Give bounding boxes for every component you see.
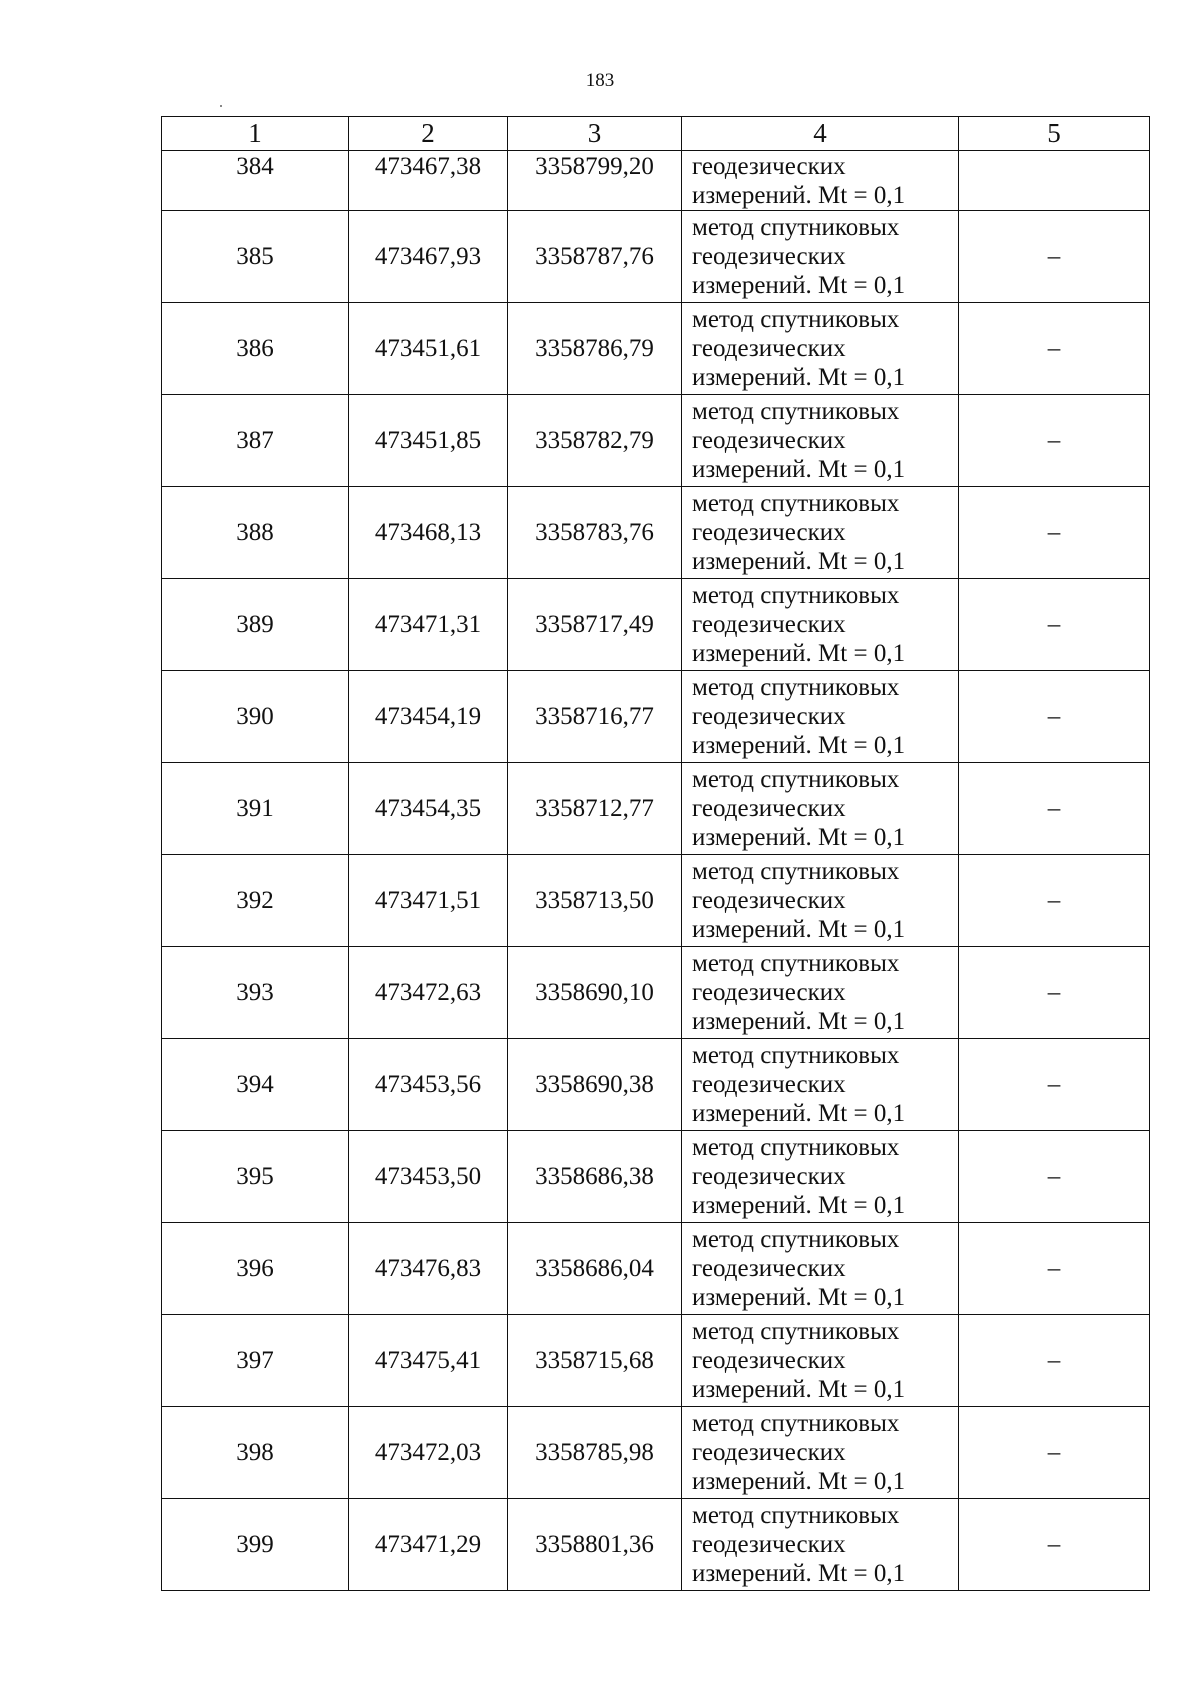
note-cell: –: [959, 1223, 1150, 1315]
table-row: [162, 1131, 1150, 1223]
coordinates-table: [161, 116, 1150, 1591]
method-line: метод спутниковых: [692, 1318, 900, 1345]
method-cell: [682, 855, 959, 947]
x-coordinate-cell: 473471,31: [349, 579, 508, 671]
method-cell: [682, 1315, 959, 1407]
method-line: геодезических: [692, 335, 846, 362]
y-coordinate-cell: 3358690,38: [508, 1039, 682, 1131]
table-row: [162, 1315, 1150, 1407]
note-cell: –: [959, 487, 1150, 579]
method-cell: [682, 1407, 959, 1499]
method-line: метод спутниковых: [692, 490, 900, 517]
header-col-4: 4: [682, 117, 959, 151]
y-coordinate-cell: 3358787,76: [508, 211, 682, 303]
note-cell: –: [959, 579, 1150, 671]
method-cell: [682, 671, 959, 763]
note-cell: –: [959, 211, 1150, 303]
y-coordinate-cell: 3358686,38: [508, 1131, 682, 1223]
method-cell: [682, 1499, 959, 1591]
method-line: измерений. Mt = 0,1: [692, 1468, 906, 1495]
header-col-1: 1: [162, 117, 349, 151]
point-number-cell: 385: [162, 211, 349, 303]
table-body: [162, 151, 1150, 1591]
method-line: измерений. Mt = 0,1: [692, 824, 906, 851]
method-line: измерений. Mt = 0,1: [692, 272, 906, 299]
method-line: геодезических: [692, 795, 846, 822]
header-col-5: 5: [959, 117, 1150, 151]
note-cell: –: [959, 1407, 1150, 1499]
x-coordinate-cell: 473472,03: [349, 1407, 508, 1499]
method-line: метод спутниковых: [692, 1134, 900, 1161]
x-coordinate-cell: 473467,93: [349, 211, 508, 303]
x-coordinate-cell: 473471,29: [349, 1499, 508, 1591]
y-coordinate-cell: 3358712,77: [508, 763, 682, 855]
x-coordinate-cell: 473453,50: [349, 1131, 508, 1223]
table-row: [162, 1039, 1150, 1131]
method-line: измерений. Mt = 0,1: [692, 1100, 906, 1127]
method-line: измерений. Mt = 0,1: [692, 1376, 906, 1403]
method-line: геодезических: [692, 979, 846, 1006]
method-line: метод спутниковых: [692, 214, 900, 241]
point-number-cell: 387: [162, 395, 349, 487]
page-number: 183: [585, 70, 615, 91]
method-cell: [682, 395, 959, 487]
method-line: измерений. Mt = 0,1: [692, 1284, 906, 1311]
x-coordinate-cell: 473467,38: [349, 151, 508, 211]
method-line: геодезических: [692, 243, 846, 270]
y-coordinate-cell: 3358782,79: [508, 395, 682, 487]
method-line: измерений. Mt = 0,1: [692, 916, 906, 943]
table-row: [162, 855, 1150, 947]
point-number-cell: 390: [162, 671, 349, 763]
note-cell: –: [959, 671, 1150, 763]
method-line: измерений. Mt = 0,1: [692, 1560, 906, 1587]
method-line: измерений. Mt = 0,1: [692, 1008, 906, 1035]
point-number-cell: 391: [162, 763, 349, 855]
x-coordinate-cell: 473475,41: [349, 1315, 508, 1407]
y-coordinate-cell: 3358686,04: [508, 1223, 682, 1315]
table-row: [162, 151, 1150, 211]
method-cell: [682, 487, 959, 579]
method-line: измерений. Mt = 0,1: [692, 1192, 906, 1219]
method-line: измерений. Mt = 0,1: [692, 640, 906, 667]
point-number-cell: 395: [162, 1131, 349, 1223]
method-line: геодезических: [692, 611, 846, 638]
method-line: измерений. Mt = 0,1: [692, 456, 906, 483]
note-cell: –: [959, 303, 1150, 395]
point-number-cell: 388: [162, 487, 349, 579]
table-row: [162, 947, 1150, 1039]
method-line: метод спутниковых: [692, 858, 900, 885]
x-coordinate-cell: 473468,13: [349, 487, 508, 579]
table-row: [162, 211, 1150, 303]
x-coordinate-cell: 473454,19: [349, 671, 508, 763]
y-coordinate-cell: 3358717,49: [508, 579, 682, 671]
table-header-row: [162, 117, 1150, 151]
y-coordinate-cell: 3358786,79: [508, 303, 682, 395]
note-cell: –: [959, 1499, 1150, 1591]
table-row: [162, 1499, 1150, 1591]
table-row: [162, 1407, 1150, 1499]
note-cell: –: [959, 1315, 1150, 1407]
table-row: [162, 395, 1150, 487]
note-cell: –: [959, 1039, 1150, 1131]
method-cell: [682, 1039, 959, 1131]
table-row: [162, 763, 1150, 855]
point-number-cell: 392: [162, 855, 349, 947]
point-number-cell: 394: [162, 1039, 349, 1131]
note-cell: –: [959, 763, 1150, 855]
method-line: геодезических: [692, 1347, 846, 1374]
table-row: [162, 671, 1150, 763]
x-coordinate-cell: 473454,35: [349, 763, 508, 855]
method-cell: [682, 763, 959, 855]
method-line: измерений. Mt = 0,1: [692, 732, 906, 759]
point-number-cell: 389: [162, 579, 349, 671]
table-row: [162, 303, 1150, 395]
method-cell: [682, 1223, 959, 1315]
x-coordinate-cell: 473451,85: [349, 395, 508, 487]
point-number-cell: 386: [162, 303, 349, 395]
method-line: геодезических: [692, 1439, 846, 1466]
x-coordinate-cell: 473453,56: [349, 1039, 508, 1131]
method-line: геодезических: [692, 519, 846, 546]
method-line: измерений. Mt = 0,1: [692, 364, 906, 391]
note-cell: –: [959, 395, 1150, 487]
y-coordinate-cell: 3358785,98: [508, 1407, 682, 1499]
x-coordinate-cell: 473472,63: [349, 947, 508, 1039]
y-coordinate-cell: 3358799,20: [508, 151, 682, 211]
y-coordinate-cell: 3358690,10: [508, 947, 682, 1039]
method-line: геодезических: [692, 703, 846, 730]
note-cell: [959, 151, 1150, 211]
note-cell: –: [959, 947, 1150, 1039]
method-line: метод спутниковых: [692, 766, 900, 793]
method-line: метод спутниковых: [692, 582, 900, 609]
method-line: измерений. Mt = 0,1: [692, 181, 906, 209]
method-line: измерений. Mt = 0,1: [692, 548, 906, 575]
scan-speck: [220, 105, 222, 107]
note-cell: –: [959, 855, 1150, 947]
y-coordinate-cell: 3358713,50: [508, 855, 682, 947]
header-col-3: 3: [508, 117, 682, 151]
method-line: геодезических: [692, 1531, 846, 1558]
y-coordinate-cell: 3358801,36: [508, 1499, 682, 1591]
method-line: геодезических: [692, 1071, 846, 1098]
point-number-cell: 398: [162, 1407, 349, 1499]
method-line: метод спутниковых: [692, 306, 900, 333]
method-line: геодезических: [692, 1255, 846, 1282]
point-number-cell: 384: [162, 151, 349, 211]
table-row: [162, 487, 1150, 579]
x-coordinate-cell: 473451,61: [349, 303, 508, 395]
method-line: метод спутниковых: [692, 950, 900, 977]
y-coordinate-cell: 3358716,77: [508, 671, 682, 763]
method-line: геодезических: [692, 427, 846, 454]
header-col-2: 2: [349, 117, 508, 151]
table-row: [162, 579, 1150, 671]
method-line: метод спутниковых: [692, 1226, 900, 1253]
table-row: [162, 1223, 1150, 1315]
method-cell: [682, 211, 959, 303]
y-coordinate-cell: 3358783,76: [508, 487, 682, 579]
point-number-cell: 393: [162, 947, 349, 1039]
x-coordinate-cell: 473471,51: [349, 855, 508, 947]
x-coordinate-cell: 473476,83: [349, 1223, 508, 1315]
y-coordinate-cell: 3358715,68: [508, 1315, 682, 1407]
method-line: метод спутниковых: [692, 1410, 900, 1437]
method-line: метод спутниковых: [692, 674, 900, 701]
method-line: метод спутниковых: [692, 1502, 900, 1529]
method-line: геодезических: [692, 887, 846, 914]
note-cell: –: [959, 1131, 1150, 1223]
method-line: метод спутниковых: [692, 398, 900, 425]
point-number-cell: 397: [162, 1315, 349, 1407]
method-cell: [682, 1131, 959, 1223]
method-line: метод спутниковых: [692, 1042, 900, 1069]
method-cell: [682, 947, 959, 1039]
method-line: геодезических: [692, 1163, 846, 1190]
point-number-cell: 396: [162, 1223, 349, 1315]
method-cell: [682, 303, 959, 395]
method-cell: [682, 151, 959, 211]
method-cell: [682, 579, 959, 671]
method-line: геодезических: [692, 152, 846, 180]
point-number-cell: 399: [162, 1499, 349, 1591]
